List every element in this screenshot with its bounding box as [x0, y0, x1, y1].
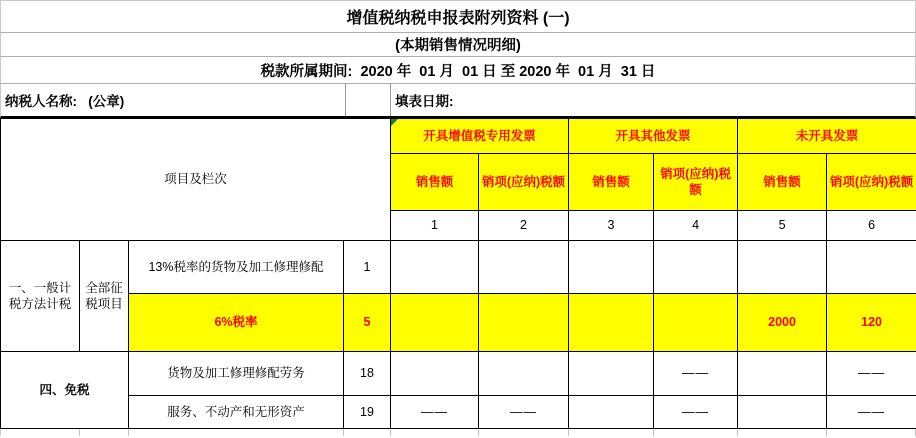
data-cell-not-applicable: ——: [827, 396, 916, 429]
data-cell[interactable]: [479, 352, 569, 396]
subsection-label-all-taxable-items: 全部征税项目: [80, 241, 129, 352]
form-title: 增值税纳税申报表附列资料 (一): [0, 0, 916, 33]
form-subtitle: (本期销售情况明细): [0, 33, 916, 57]
column-number-1: 1: [391, 211, 479, 241]
gridline-cell: [1, 429, 80, 436]
row-code: 18: [344, 352, 391, 396]
comment-marker-icon: [391, 119, 398, 126]
data-cell[interactable]: [569, 241, 654, 294]
data-cell[interactable]: [569, 352, 654, 396]
data-cell[interactable]: [569, 294, 654, 352]
vat-sales-table: [0, 118, 916, 429]
row-label-goods-processing-repair: 货物及加工修理修配劳务: [129, 352, 344, 396]
gridline-cell: [479, 429, 569, 436]
taxpayer-name-label: 纳税人名称: (公章): [1, 84, 346, 116]
gridline-cell: [654, 429, 738, 436]
gridline-cell: [129, 429, 344, 436]
section-label-tax-exempt: 四、免税: [1, 352, 129, 429]
row-code: 19: [344, 396, 391, 429]
subheader-output-tax-1: 销项(应纳)税额: [479, 154, 569, 211]
data-cell[interactable]: [569, 396, 654, 429]
data-cell[interactable]: [391, 352, 479, 396]
gridline-cell: [738, 429, 827, 436]
section-label-general-tax-method: 一、一般计税方法计税: [1, 241, 80, 352]
data-cell[interactable]: [738, 396, 827, 429]
data-cell[interactable]: [654, 294, 738, 352]
data-cell-uninvoiced-tax[interactable]: 120: [827, 294, 916, 352]
subheader-output-tax-2: 销项(应纳)税额: [654, 154, 738, 211]
gridline-cell: [569, 429, 654, 436]
gridline-cell: [80, 429, 129, 436]
subheader-sales-amount-1: 销售额: [391, 154, 479, 211]
gridline-cell: [827, 429, 916, 436]
row-label-6-percent-rate: 6%税率: [129, 294, 344, 352]
row-label-services-real-estate-intangible: 服务、不动产和无形资产: [129, 396, 344, 429]
data-cell[interactable]: [391, 294, 479, 352]
data-cell[interactable]: [391, 241, 479, 294]
data-cell[interactable]: [479, 241, 569, 294]
group-header-other-invoice: 开具其他发票: [569, 119, 738, 154]
gridline-cell: [391, 429, 479, 436]
subheader-sales-amount-2: 销售额: [569, 154, 654, 211]
corner-header-items-and-columns: 项目及栏次: [1, 119, 391, 241]
data-cell-not-applicable: ——: [479, 396, 569, 429]
column-number-6: 6: [827, 211, 916, 241]
tax-period-line: 税款所属期间: 2020 年 01 月 01 日 至 2020 年 01 月 31 日: [0, 57, 916, 84]
column-number-4: 4: [654, 211, 738, 241]
data-cell-not-applicable: ——: [654, 396, 738, 429]
gridline-cell: [344, 429, 391, 436]
fill-date-label: 填表日期:: [395, 94, 454, 109]
group-header-special-vat-invoice: [391, 119, 569, 154]
row-label-13-percent-rate: 13%税率的货物及加工修理修配: [129, 241, 344, 294]
subheader-sales-amount-3: 销售额: [738, 154, 827, 211]
empty-cell: [346, 84, 391, 116]
taxpayer-row: [0, 84, 916, 118]
group-header-no-invoice: 未开具发票: [738, 119, 916, 154]
row-code: 5: [344, 294, 391, 352]
data-cell[interactable]: [738, 241, 827, 294]
column-number-2: 2: [479, 211, 569, 241]
column-number-3: 3: [569, 211, 654, 241]
row-code: 1: [344, 241, 391, 294]
column-number-5: 5: [738, 211, 827, 241]
data-cell-not-applicable: ——: [827, 352, 916, 396]
data-cell-not-applicable: ——: [391, 396, 479, 429]
data-cell[interactable]: [479, 294, 569, 352]
data-cell[interactable]: [827, 241, 916, 294]
data-cell[interactable]: [654, 241, 738, 294]
data-cell-uninvoiced-sales[interactable]: 2000: [738, 294, 827, 352]
data-cell[interactable]: [738, 352, 827, 396]
partial-next-row: [0, 429, 916, 436]
subheader-output-tax-3: 销项(应纳)税额: [827, 154, 916, 211]
group-header-label: 开具增值税专用发票: [423, 128, 536, 143]
data-cell-not-applicable: ——: [654, 352, 738, 396]
